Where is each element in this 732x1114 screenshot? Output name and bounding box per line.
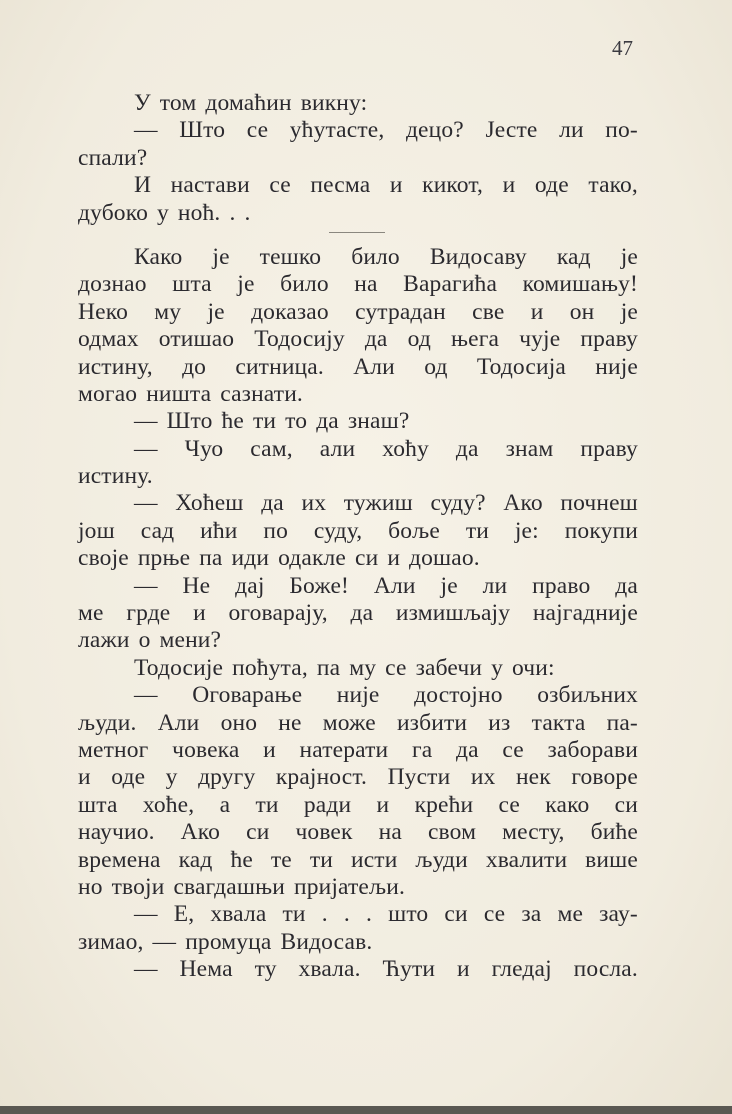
text-line: Тодосије поћута, па му се забечи у очи:	[134, 654, 555, 681]
text-line: — Нема ту хвала. Ћути и гледај посла.	[134, 956, 638, 983]
paragraph	[78, 956, 638, 983]
paragraph	[78, 901, 638, 956]
text-line: дубоко у ноћ. . .	[78, 199, 251, 226]
text-line: истину.	[78, 463, 153, 490]
text-line: зимао, — промуца Видосав.	[78, 928, 373, 955]
body-text	[78, 90, 638, 984]
text-line: — Чуо сам, али хоћу да знам праву	[134, 435, 638, 462]
paragraph	[78, 655, 638, 682]
text-line: могао ништа сазнати.	[78, 380, 303, 407]
text-line: — Е, хвала ти . . . што си се за ме зау-	[134, 901, 638, 928]
text-line: људи. Али оно не може избити из такта па-	[78, 709, 638, 736]
text-line: И настави се песма и кикот, и оде тако,	[134, 172, 638, 199]
paragraph	[78, 244, 638, 408]
paragraph	[78, 172, 638, 227]
paragraph	[78, 682, 638, 901]
text-line: дознао шта је било на Варагића комишању!	[78, 271, 638, 298]
text-line: још сад ићи по суду, боље ти је: покупи	[78, 517, 638, 544]
text-line: лажи о мени?	[78, 627, 222, 654]
paragraph	[78, 90, 638, 117]
page-number: 47	[612, 36, 633, 60]
text-line: — Оговарање није достојно озбиљних	[134, 682, 638, 709]
text-line: У том домаћин викну:	[134, 90, 368, 116]
text-line: своје прње па иди одакле си и дошао.	[78, 545, 480, 572]
text-line: — Што се ућутасте, децо? Јесте ли по-	[134, 117, 638, 144]
text-line: истину, до ситница. Али од Тодосија није	[78, 353, 638, 380]
paragraph	[78, 117, 638, 172]
text-line: но твоји свагдашњи пријатељи.	[78, 873, 405, 900]
text-line: спали?	[78, 144, 148, 171]
text-line: метног човека и натерати га да се заборави	[78, 736, 638, 763]
paragraph	[78, 573, 638, 655]
bottom-edge	[0, 1106, 732, 1114]
text-line: — Не дај Боже! Али је ли право да	[134, 572, 638, 599]
text-line: — Хоћеш да их тужиш суду? Ако почнеш	[134, 490, 638, 517]
paragraph	[78, 436, 638, 491]
text-line: шта хоће, а ти ради и крећи се како си	[78, 791, 638, 818]
paragraph	[78, 408, 638, 435]
text-line: одмах отишао Тодосију да од њега чује праву	[78, 326, 638, 353]
text-line: и оде у другу крајност. Пусти их нек говоре	[78, 764, 638, 791]
text-line: научио. Ако си човек на свом месту, биће	[78, 819, 638, 846]
text-line: — Што ће ти то да знаш?	[134, 408, 410, 435]
text-line: Како је тешко било Видосаву кад је	[134, 243, 638, 270]
text-line: времена кад ће те ти исти људи хвалити више	[78, 846, 638, 873]
text-line: Неко му је доказао сутрадан све и он је	[78, 298, 638, 325]
text-line: ме грде и оговарају, да измишљају најгадније	[78, 600, 638, 627]
paragraph	[78, 490, 638, 572]
